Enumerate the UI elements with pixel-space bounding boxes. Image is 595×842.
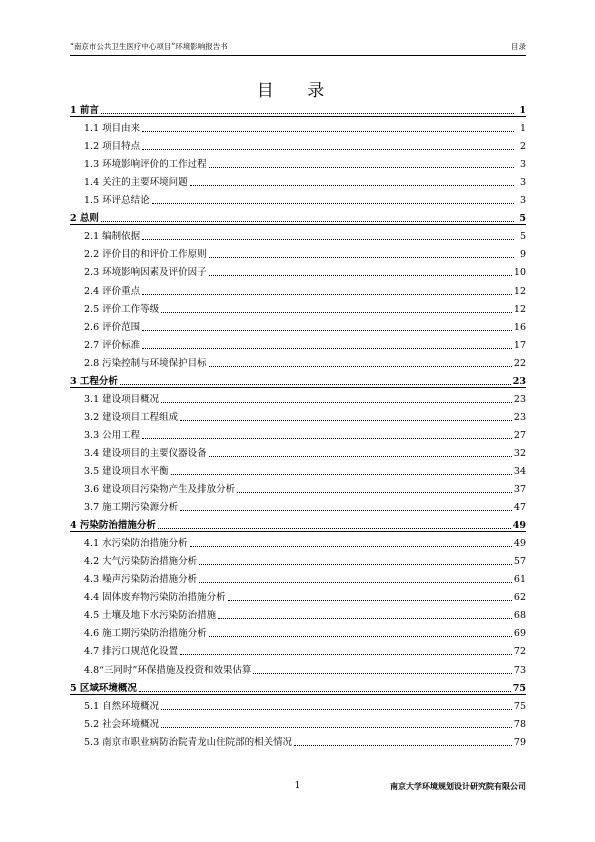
toc-entry-page-number: 1 [519, 123, 526, 135]
toc-dot-leader [142, 149, 514, 150]
toc-dot-leader [171, 474, 512, 475]
table-of-contents [70, 99, 526, 749]
toc-entry-page-number: 9 [519, 249, 526, 261]
toc-dot-leader [209, 636, 512, 637]
toc-dot-leader [139, 691, 511, 692]
toc-chapter-entry[interactable] [70, 370, 526, 388]
toc-entry-title: 1.3 环境影响评价的工作过程 [84, 159, 207, 171]
toc-entry-title: 3.6 建设项目污染物产生及排放分析 [84, 484, 236, 496]
toc-entry-page-number: 32 [513, 447, 526, 459]
toc-dot-leader [180, 654, 512, 655]
toc-entry-title: 1.4 关注的主要环境问题 [84, 177, 188, 189]
toc-section-entry[interactable] [70, 460, 526, 478]
toc-entry-title: 1.1 项目由来 [84, 123, 141, 135]
header-section-label: 目录 [511, 42, 526, 51]
toc-entry-page-number: 73 [513, 664, 526, 676]
toc-entry-page-number: 49 [512, 520, 526, 532]
toc-entry-page-number: 12 [513, 285, 526, 297]
header-divider [70, 55, 526, 56]
toc-section-entry[interactable] [70, 334, 526, 352]
toc-dot-leader [142, 330, 512, 331]
toc-dot-leader [209, 456, 512, 457]
toc-entry-title: 2.3 环境影响因素及评价因子 [84, 267, 207, 279]
toc-section-entry[interactable] [70, 352, 526, 370]
toc-dot-leader [142, 348, 512, 349]
toc-dot-leader [101, 113, 514, 114]
toc-section-entry[interactable] [70, 135, 526, 153]
toc-dot-leader [294, 745, 512, 746]
toc-section-entry[interactable] [70, 550, 526, 568]
toc-entry-title: 3.7 施工期污染源分析 [84, 502, 179, 514]
toc-entry-page-number: 17 [513, 339, 526, 351]
toc-dot-leader [253, 673, 512, 674]
toc-dot-leader [228, 600, 512, 601]
toc-dot-leader [161, 312, 512, 313]
toc-entry-page-number: 5 [519, 213, 526, 225]
toc-section-entry[interactable] [70, 171, 526, 189]
footer-organization: 南京大学环境规划设计研究院有限公司 [390, 782, 526, 791]
toc-dot-leader [180, 420, 512, 421]
toc-entry-title: 4.5 土壤及地下水污染防治措施 [84, 610, 217, 622]
toc-entry-title: 5 区域环境概况 [70, 682, 137, 694]
toc-entry-title: 3.4 建设项目的主要仪器设备 [84, 447, 207, 459]
toc-entry-title: 2.1 编制依据 [84, 231, 141, 243]
footer-page-number: 1 [294, 781, 301, 791]
toc-entry-page-number: 3 [519, 159, 526, 171]
toc-entry-title: 4.1 水污染防治措施分析 [84, 538, 188, 550]
toc-chapter-entry[interactable] [70, 207, 526, 225]
toc-section-entry[interactable] [70, 604, 526, 622]
toc-section-entry[interactable] [70, 731, 526, 749]
toc-dot-leader [237, 492, 512, 493]
toc-entry-page-number: 23 [513, 411, 526, 423]
toc-section-entry[interactable] [70, 189, 526, 207]
toc-section-entry[interactable] [70, 117, 526, 135]
toc-entry-page-number: 27 [513, 429, 526, 441]
toc-entry-page-number: 68 [513, 610, 526, 622]
toc-dot-leader [120, 384, 511, 385]
toc-section-entry[interactable] [70, 640, 526, 658]
toc-dot-leader [152, 203, 514, 204]
toc-entry-page-number: 23 [513, 393, 526, 405]
toc-dot-leader [199, 564, 512, 565]
toc-section-entry[interactable] [70, 532, 526, 550]
toc-dot-leader [142, 438, 512, 439]
toc-entry-page-number: 5 [519, 231, 526, 243]
toc-section-entry[interactable] [70, 279, 526, 297]
toc-section-entry[interactable] [70, 243, 526, 261]
toc-dot-leader [142, 239, 514, 240]
toc-entry-page-number: 47 [513, 502, 526, 514]
toc-entry-title: 3.5 建设项目水平衡 [84, 465, 169, 477]
toc-dot-leader [142, 131, 514, 132]
toc-section-entry[interactable] [70, 478, 526, 496]
page-header [70, 41, 526, 55]
toc-section-entry[interactable] [70, 424, 526, 442]
toc-chapter-entry[interactable] [70, 99, 526, 117]
toc-chapter-entry[interactable] [70, 677, 526, 695]
toc-entry-title: 2.8 污染控制与环境保护目标 [84, 357, 207, 369]
toc-entry-page-number: 75 [512, 682, 526, 694]
toc-dot-leader [161, 709, 512, 710]
toc-entry-title: 2.4 评价重点 [84, 285, 141, 297]
header-document-title: “南京市公共卫生医疗中心项目”环境影响报告书 [70, 42, 228, 51]
page-title: 目 录 [256, 81, 339, 101]
toc-section-entry[interactable] [70, 442, 526, 460]
toc-entry-page-number: 3 [519, 195, 526, 207]
toc-entry-page-number: 78 [513, 718, 526, 730]
toc-entry-page-number: 12 [513, 303, 526, 315]
toc-entry-page-number: 1 [519, 105, 526, 117]
toc-entry-title: 3.2 建设项目工程组成 [84, 411, 179, 423]
toc-section-entry[interactable] [70, 622, 526, 640]
toc-entry-title: 4.6 施工期污染防治措施分析 [84, 628, 207, 640]
toc-section-entry[interactable] [70, 496, 526, 514]
toc-entry-title: 2.7 评价标准 [84, 339, 141, 351]
toc-section-entry[interactable] [70, 568, 526, 586]
toc-entry-page-number: 72 [513, 646, 526, 658]
toc-section-entry[interactable] [70, 316, 526, 334]
toc-entry-page-number: 34 [513, 465, 526, 477]
toc-entry-page-number: 69 [513, 628, 526, 640]
toc-entry-title: 3.1 建设项目概况 [84, 393, 160, 405]
toc-entry-title: 2 总则 [70, 213, 99, 225]
toc-dot-leader [158, 528, 511, 529]
toc-entry-title: 4.7 排污口规范化设置 [84, 646, 179, 658]
toc-dot-leader [209, 167, 514, 168]
toc-entry-title: 1 前言 [70, 105, 99, 117]
toc-chapter-entry[interactable] [70, 514, 526, 532]
toc-section-entry[interactable] [70, 586, 526, 604]
toc-dot-leader [142, 294, 512, 295]
toc-entry-page-number: 10 [513, 267, 526, 279]
toc-entry-page-number: 57 [513, 556, 526, 568]
toc-dot-leader [209, 366, 512, 367]
toc-entry-page-number: 61 [513, 574, 526, 586]
toc-entry-title: 4.2 大气污染防治措施分析 [84, 556, 198, 568]
toc-dot-leader [199, 582, 512, 583]
toc-dot-leader [161, 402, 512, 403]
toc-section-entry[interactable] [70, 153, 526, 171]
toc-section-entry[interactable] [70, 261, 526, 279]
toc-entry-page-number: 62 [513, 592, 526, 604]
toc-entry-page-number: 2 [519, 141, 526, 153]
toc-dot-leader [161, 727, 512, 728]
toc-entry-title: 5.2 社会环境概况 [84, 718, 160, 730]
toc-section-entry[interactable] [70, 225, 526, 243]
toc-dot-leader [218, 618, 512, 619]
toc-entry-title: 4 污染防治措施分析 [70, 520, 156, 532]
toc-entry-title: 5.1 自然环境概况 [84, 700, 160, 712]
toc-entry-title: 4.8“三同时”环保措施及投资和效果估算 [84, 664, 252, 676]
toc-dot-leader [209, 257, 514, 258]
toc-entry-title: 4.4 固体废弃物污染防治措施分析 [84, 592, 226, 604]
toc-section-entry[interactable] [70, 406, 526, 424]
toc-dot-leader [180, 510, 512, 511]
toc-section-entry[interactable] [70, 388, 526, 406]
toc-entry-page-number: 49 [513, 538, 526, 550]
toc-dot-leader [209, 275, 512, 276]
toc-entry-page-number: 37 [513, 484, 526, 496]
toc-entry-title: 2.6 评价范围 [84, 321, 141, 333]
toc-section-entry[interactable] [70, 713, 526, 731]
toc-entry-page-number: 23 [512, 375, 526, 387]
toc-entry-title: 2.2 评价目的和评价工作原则 [84, 249, 207, 261]
toc-entry-title: 1.5 环评总结论 [84, 195, 150, 207]
toc-entry-title: 3 工程分析 [70, 375, 118, 387]
toc-entry-page-number: 79 [513, 736, 526, 748]
toc-dot-leader [101, 221, 514, 222]
toc-entry-page-number: 16 [513, 321, 526, 333]
toc-entry-page-number: 75 [513, 700, 526, 712]
toc-entry-page-number: 22 [513, 357, 526, 369]
toc-entry-page-number: 3 [519, 177, 526, 189]
toc-entry-title: 5.3 南京市职业病防治院青龙山住院部的相关情况 [84, 736, 293, 748]
toc-dot-leader [190, 546, 512, 547]
toc-entry-title: 2.5 评价工作等级 [84, 303, 160, 315]
toc-entry-title: 4.3 噪声污染防治措施分析 [84, 574, 198, 586]
toc-section-entry[interactable] [70, 658, 526, 676]
toc-section-entry[interactable] [70, 695, 526, 713]
toc-entry-title: 1.2 项目特点 [84, 141, 141, 153]
toc-entry-title: 3.3 公用工程 [84, 429, 141, 441]
toc-section-entry[interactable] [70, 298, 526, 316]
toc-dot-leader [190, 185, 514, 186]
